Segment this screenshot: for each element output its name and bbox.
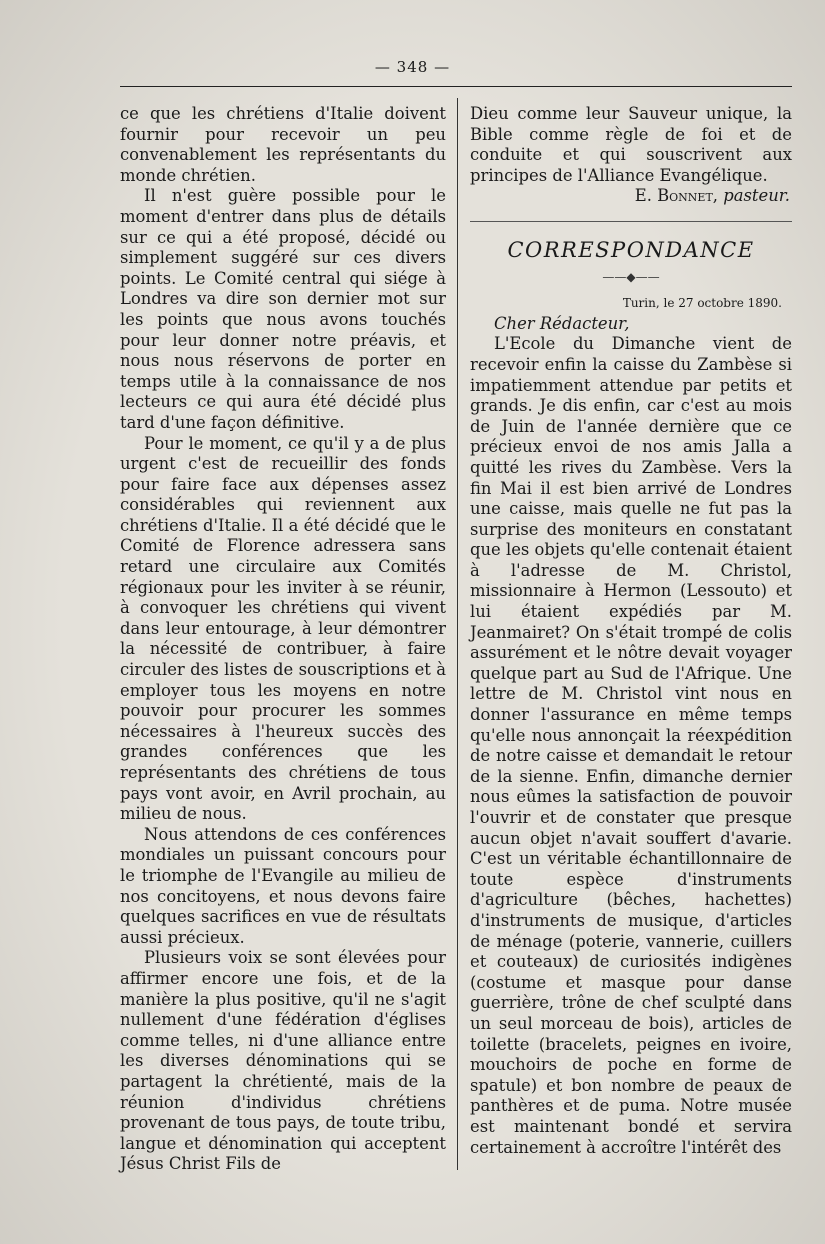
signature-name: E. Bonnet, (634, 186, 719, 206)
letter-paragraph: L'Ecole du Dimanche vient de recevoir enfin la caisse du Zambèse si impatiemment attendue par petits et grands. Je dis enfin, car c'est au mois de Juin de l'année dernière que ce précieux envoi de nos amis Jalla a quitté les rives du Zambèse. Vers la fin Mai il est bien arrivé de Londres une caisse, mais quelle ne fut pas la surprise des moniteurs en constatant que les objets qu'elle contenait étaient à l'adresse de M. Christol, missionnaire à Hermon (Lessouto) et lui étaient expédiés par M. Jeanmairet? On s'était trompé de colis assurément et le nôtre devait voyager quelque part au Sud de l'Afrique. Une lettre de M. Christol vint nous en donner l'assurance en même temps qu'elle nous annonçait la réexpédition de notre caisse et demandait le retour de la sienne. Enfin, dimanche dernier nous eûmes la satisfaction de pouvoir l'ouvrir et de constater que presque aucun objet n'avait souffert d'avarie. C'est un véritable échantillonnaire de toute espèce d'instruments d'agriculture (bêches, hachettes) d'instruments de musique, d'articles de ménage (poterie, vannerie, cuillers et couteaux) de curiosités indigènes (costume et masque pour danse guerrière, trône de chef sculpté dans un seul morceau de bois), articles de toilette (bracelets, peignes en ivoire, mouchoirs de poche en forme de spatule) et bon nombre de peaux de panthères et de puma. Notre musée est maintenant bondé et servira certainement à accroître l'intérêt des (470, 334, 792, 1157)
ornament-divider: ——◆—— (602, 269, 660, 284)
paragraph: Il n'est guère possible pour le moment d'entrer dans plus de détails sur ce qui a été proposé, décidé ou simplement suggéré sur ces divers points. Le Comité central qui siége à Londres va dire son dernier mot sur les points que nous avons touchés pour leur donner notre préavis, et nous nous réservons de porter en temps utile à la connaissance de nos lecteurs ce qui aura été décidé plus tard d'une façon définitive. (120, 186, 446, 432)
paragraph: ce que les chrétiens d'Italie doivent fournir pour recevoir un peu convenablement les représentants du monde chrétien. (120, 104, 446, 185)
column-divider (457, 98, 458, 1170)
section-rule (470, 221, 792, 222)
paragraph: Pour le moment, ce qu'il y a de plus urgent c'est de recueillir des fonds pour faire face aux dépenses assez considérables qui reviennent aux chrétiens d'Italie. Il a été décidé que le Comité de Florence adressera sans retard une circulaire aux Comités régionaux pour les inviter à se réunir, à convoquer les chrétiens qui vivent dans leur entourage, à leur démontrer la nécessité de contribuer, à faire circuler des listes de souscriptions et à employer tous les moyens en notre pouvoir pour procurer les sommes nécessaires à l'heureux succès des grandes conférences que les représentants des chrétiens de tous pays vont avoir, en Avril prochain, au milieu de nous. (120, 433, 446, 824)
left-column (120, 104, 446, 1175)
paragraph: Plusieurs voix se sont élevées pour affirmer encore une fois, et de la manière la plus positive, qu'il ne s'agit nullement d'une fédération d'églises comme telles, ni d'une alliance entre les diverses dénominations qui se partagent la chrétienté, mais de la réunion d'individus chrétiens provenant de tous pays, de toute tribu, langue et dénomination qui acceptent Jésus Christ Fils de (120, 948, 446, 1174)
section-title: CORRESPONDANCE (507, 237, 755, 262)
signature-title: pasteur. (723, 186, 790, 206)
header-rule (120, 86, 792, 87)
paragraph: Nous attendons de ces conférences mondiales un puissant concours pour le triomphe de l'Evangile au milieu de nos concitoyens, et nous devons faire quelques sacrifices en vue de résultats aussi précieux. (120, 824, 446, 947)
right-column (470, 104, 792, 1158)
paragraph-continuation: Dieu comme leur Sauveur unique, la Bible comme règle de foi et de conduite et qui souscrivent aux principes de l'Alliance Evangélique. (470, 104, 792, 185)
letter-salutation: Cher Rédacteur, (494, 313, 630, 333)
letter-dateline: Turin, le 27 octobre 1890. (622, 296, 782, 311)
page-number: — 348 — (374, 58, 451, 76)
signature (470, 186, 792, 207)
